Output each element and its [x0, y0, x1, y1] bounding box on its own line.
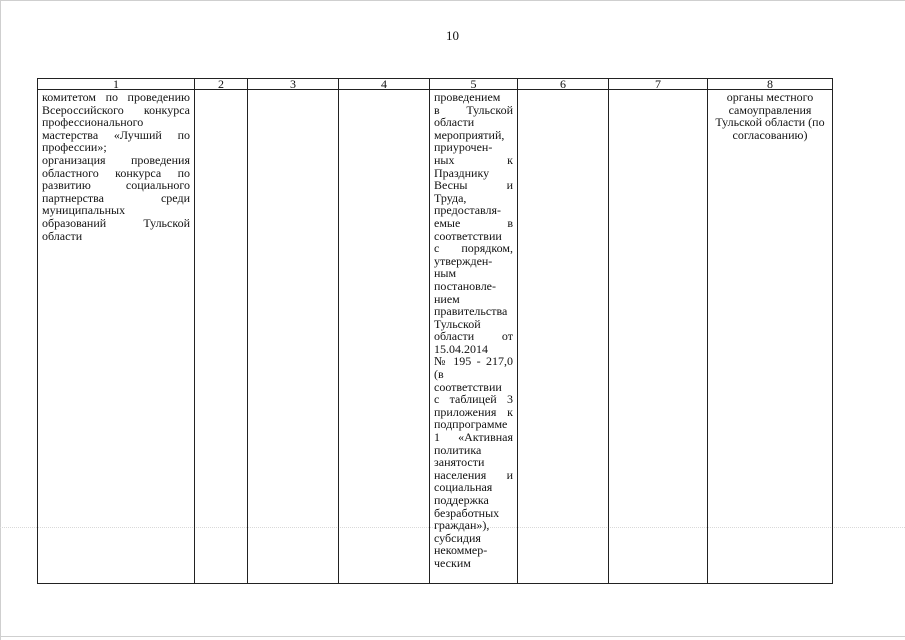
cell-5-line: Тульской	[434, 316, 481, 331]
cell-5-line: с порядком,	[434, 241, 513, 256]
cell-5-line: емые в	[434, 215, 513, 230]
cell-5-line: Весны и	[434, 178, 513, 193]
cell-5-line: Празднику	[434, 165, 490, 180]
scan-bottom-edge	[0, 636, 905, 637]
cell-5-line: соответствии	[434, 379, 502, 394]
cell-col-8: органы местного самоуправления Тульской области (по согласованию)	[708, 90, 833, 584]
cell-col-2	[195, 90, 248, 584]
cell-5-line: нием	[434, 291, 460, 306]
cell-5-line: безработных	[434, 505, 500, 520]
scan-left-edge	[0, 0, 1, 640]
cell-5-line: 15.04.2014	[434, 341, 488, 356]
cell-col-7	[609, 90, 708, 584]
cell-5-line: поддержка	[434, 493, 489, 507]
scan-top-edge	[0, 0, 905, 1]
cell-col-5	[430, 90, 518, 584]
cell-5-line: ным	[434, 266, 457, 281]
cell-5-line: граждан»),	[434, 518, 490, 533]
column-header-3: 3	[248, 79, 339, 90]
cell-5-line: (в	[434, 367, 444, 382]
page-number: 10	[446, 28, 459, 43]
cell-5-line: постановле-	[434, 278, 497, 293]
cell-5-line: области от	[434, 329, 513, 344]
cell-5-line: населения и	[434, 467, 513, 482]
cell-5-line: правительства	[434, 304, 508, 319]
cell-5-line: субсидия	[434, 530, 481, 545]
cell-5-line: соответствии	[434, 228, 502, 243]
cell-col-1: комитетом по проведению Всероссийского конкурса профессионального мастерства «Лучший по профессии»; организация проведения областного конкурса по развитию социального партнерства среди муниципальных образований Тульской области	[38, 90, 195, 584]
cell-col-6	[518, 90, 609, 584]
cell-5-line: политика	[434, 442, 482, 457]
cell-5-line: некоммер-	[434, 543, 488, 558]
cell-5-line: области	[434, 115, 475, 130]
column-header-5: 5	[430, 79, 518, 90]
cell-5-line: приложения к	[434, 404, 513, 419]
cell-5-line: социальная	[434, 480, 493, 495]
table-row	[38, 90, 833, 584]
column-header-2: 2	[195, 79, 248, 90]
column-header-4: 4	[339, 79, 430, 90]
cell-5-line: Труда,	[434, 190, 467, 205]
document-table	[37, 78, 833, 584]
column-header-8: 8	[708, 79, 833, 90]
cell-5-line: занятости	[434, 455, 485, 470]
cell-col-4	[339, 90, 430, 584]
cell-5-line: в Тульской	[434, 102, 513, 117]
cell-5-line: приурочен-	[434, 140, 493, 155]
cell-5-line: 1 «Активная	[434, 430, 513, 445]
cell-5-line: ных к	[434, 152, 513, 167]
cell-5-line: мероприятий,	[434, 127, 505, 142]
cell-5-line: проведением	[434, 90, 501, 104]
cell-col-3	[248, 90, 339, 584]
cell-5-line: подпрограмме	[434, 417, 508, 432]
cell-5-line: № 195 - 217,0	[434, 354, 513, 369]
cell-5-line: ческим	[434, 555, 471, 570]
column-header-6: 6	[518, 79, 609, 90]
cell-5-line: предоставля-	[434, 203, 502, 218]
column-header-7: 7	[609, 79, 708, 90]
cell-5-line: с таблицей 3	[434, 392, 513, 407]
table-header-row	[38, 79, 833, 90]
cell-5-line: утвержден-	[434, 253, 493, 268]
column-header-1: 1	[38, 79, 195, 90]
